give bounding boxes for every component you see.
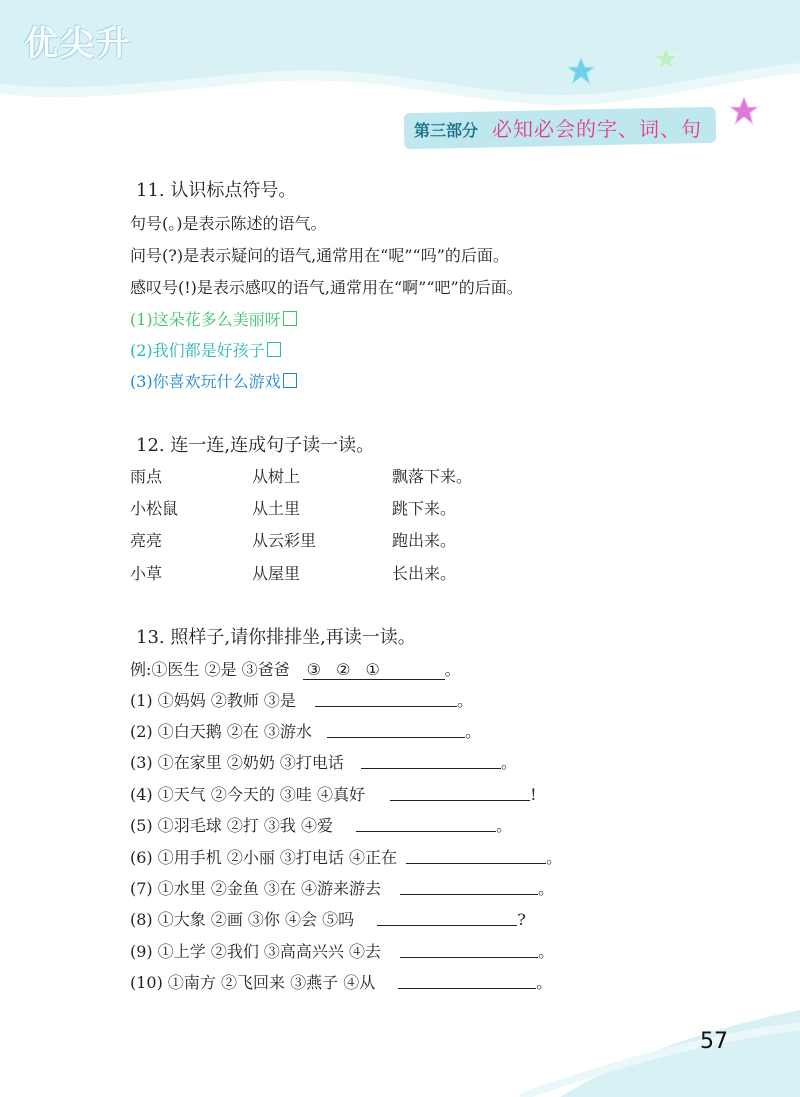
answer-blank[interactable] bbox=[406, 862, 546, 864]
q13-item-text: (8) ①大象 ②画 ③你 ④会 ⑤吗 bbox=[130, 910, 355, 929]
q12-subject: 小草 bbox=[130, 564, 163, 583]
q13-item-end: ? bbox=[517, 910, 526, 929]
section-part-label: 第三部分 bbox=[414, 121, 479, 140]
answer-blank[interactable] bbox=[400, 956, 538, 958]
answer-box[interactable] bbox=[283, 373, 297, 388]
q11-item-2-text: (2)我们都是好孩子 bbox=[130, 341, 265, 360]
answer-box[interactable] bbox=[267, 342, 281, 357]
q13-item-end: 。 bbox=[538, 879, 555, 898]
q12-place: 从屋里 bbox=[252, 564, 301, 583]
q13-item-end: 。 bbox=[538, 942, 555, 961]
answer-blank[interactable] bbox=[327, 736, 465, 738]
q13-item-text: (4) ①天气 ②今天的 ③哇 ④真好 bbox=[130, 785, 366, 804]
q13-item-6 bbox=[130, 845, 562, 868]
section-title: 必知必会的字、词、句 bbox=[492, 117, 702, 141]
q13-item-text: (2) ①白天鹅 ②在 ③游水 bbox=[130, 722, 312, 741]
q13-item-text: (3) ①在家里 ②奶奶 ③打电话 bbox=[130, 753, 344, 772]
q12-action: 长出来。 bbox=[392, 564, 457, 583]
q13-item-end: 。 bbox=[546, 848, 563, 867]
q11-item-1 bbox=[130, 307, 297, 330]
q13-item-8 bbox=[130, 907, 526, 930]
q11-item-3 bbox=[130, 369, 297, 392]
q11-line-period: 句号(。)是表示陈述的语气。 bbox=[130, 214, 327, 233]
answer-box[interactable] bbox=[283, 311, 297, 326]
footer-wave-decoration bbox=[0, 990, 800, 1097]
q13-item-1 bbox=[130, 688, 473, 711]
q11-heading: 11. 认识标点符号。 bbox=[136, 180, 297, 201]
q13-item-text: (10) ①南方 ②飞回来 ③燕子 ④从 bbox=[130, 973, 376, 992]
q13-item-text: (1) ①妈妈 ②教师 ③是 bbox=[130, 691, 296, 710]
brand-logo: 优尖升 bbox=[24, 24, 132, 64]
q13-item-end: 。 bbox=[501, 753, 518, 772]
q13-item-2 bbox=[130, 719, 481, 742]
green-star-icon bbox=[653, 46, 679, 72]
q12-place: 从云彩里 bbox=[252, 531, 317, 550]
q13-example-label: 例:①医生 ②是 ③爸爸 bbox=[130, 660, 290, 679]
q13-item-text: (5) ①羽毛球 ②打 ③我 ④爱 bbox=[130, 816, 334, 835]
q13-item-text: (9) ①上学 ②我们 ③高高兴兴 ④去 bbox=[130, 942, 382, 961]
blue-star-icon bbox=[566, 56, 596, 86]
q13-item-text: (6) ①用手机 ②小丽 ③打电话 ④正在 bbox=[130, 848, 398, 867]
q13-item-end: 。 bbox=[496, 816, 513, 835]
q13-item-end: ! bbox=[530, 785, 537, 804]
q13-heading: 13. 照样子,请你排排坐,再读一读。 bbox=[136, 627, 416, 648]
answer-blank[interactable] bbox=[400, 893, 538, 895]
q11-line-exclaim: 感叹号(!)是表示感叹的语气,通常用在“啊”“吧”的后面。 bbox=[130, 278, 523, 297]
q13-item-end: 。 bbox=[457, 691, 474, 710]
q11-item-1-text: (1)这朵花多么美丽呀 bbox=[130, 310, 281, 329]
q11-item-3-text: (3)你喜欢玩什么游戏 bbox=[130, 372, 281, 391]
q13-item-5 bbox=[130, 813, 512, 836]
q13-item-end: 。 bbox=[536, 973, 553, 992]
q12-heading: 12. 连一连,连成句子读一读。 bbox=[136, 435, 375, 456]
answer-blank[interactable] bbox=[398, 987, 536, 989]
answer-blank[interactable] bbox=[315, 705, 457, 707]
q12-place: 从土里 bbox=[252, 499, 301, 518]
answer-blank[interactable] bbox=[356, 830, 496, 832]
q13-item-3 bbox=[130, 750, 517, 773]
q12-subject: 小松鼠 bbox=[130, 499, 179, 518]
q12-place: 从树上 bbox=[252, 467, 301, 486]
q13-item-4 bbox=[130, 782, 537, 805]
answer-blank[interactable] bbox=[390, 799, 530, 801]
q12-action: 飘落下来。 bbox=[392, 467, 473, 486]
q13-item-9 bbox=[130, 939, 554, 962]
q13-item-end: 。 bbox=[465, 722, 482, 741]
answer-blank[interactable] bbox=[377, 924, 517, 926]
page-number: 57 bbox=[700, 1029, 728, 1054]
q13-item-text: (7) ①水里 ②金鱼 ③在 ④游来游去 bbox=[130, 879, 382, 898]
q13-item-7 bbox=[130, 876, 554, 899]
q11-item-2 bbox=[130, 338, 281, 361]
q12-subject: 亮亮 bbox=[130, 531, 163, 550]
q12-subject: 雨点 bbox=[130, 467, 163, 486]
q11-line-question: 问号(?)是表示疑问的语气,通常用在“呢”“吗”的后面。 bbox=[130, 246, 509, 265]
q12-action: 跳下来。 bbox=[392, 499, 457, 518]
q13-example: 例:①医生 ②是 ③爸爸 ③ ② ① 。 bbox=[130, 660, 461, 679]
q13-example-answer: ③ ② ① bbox=[303, 660, 445, 680]
pink-star-icon bbox=[729, 96, 759, 126]
q12-action: 跑出来。 bbox=[392, 531, 457, 550]
answer-blank[interactable] bbox=[361, 767, 501, 769]
